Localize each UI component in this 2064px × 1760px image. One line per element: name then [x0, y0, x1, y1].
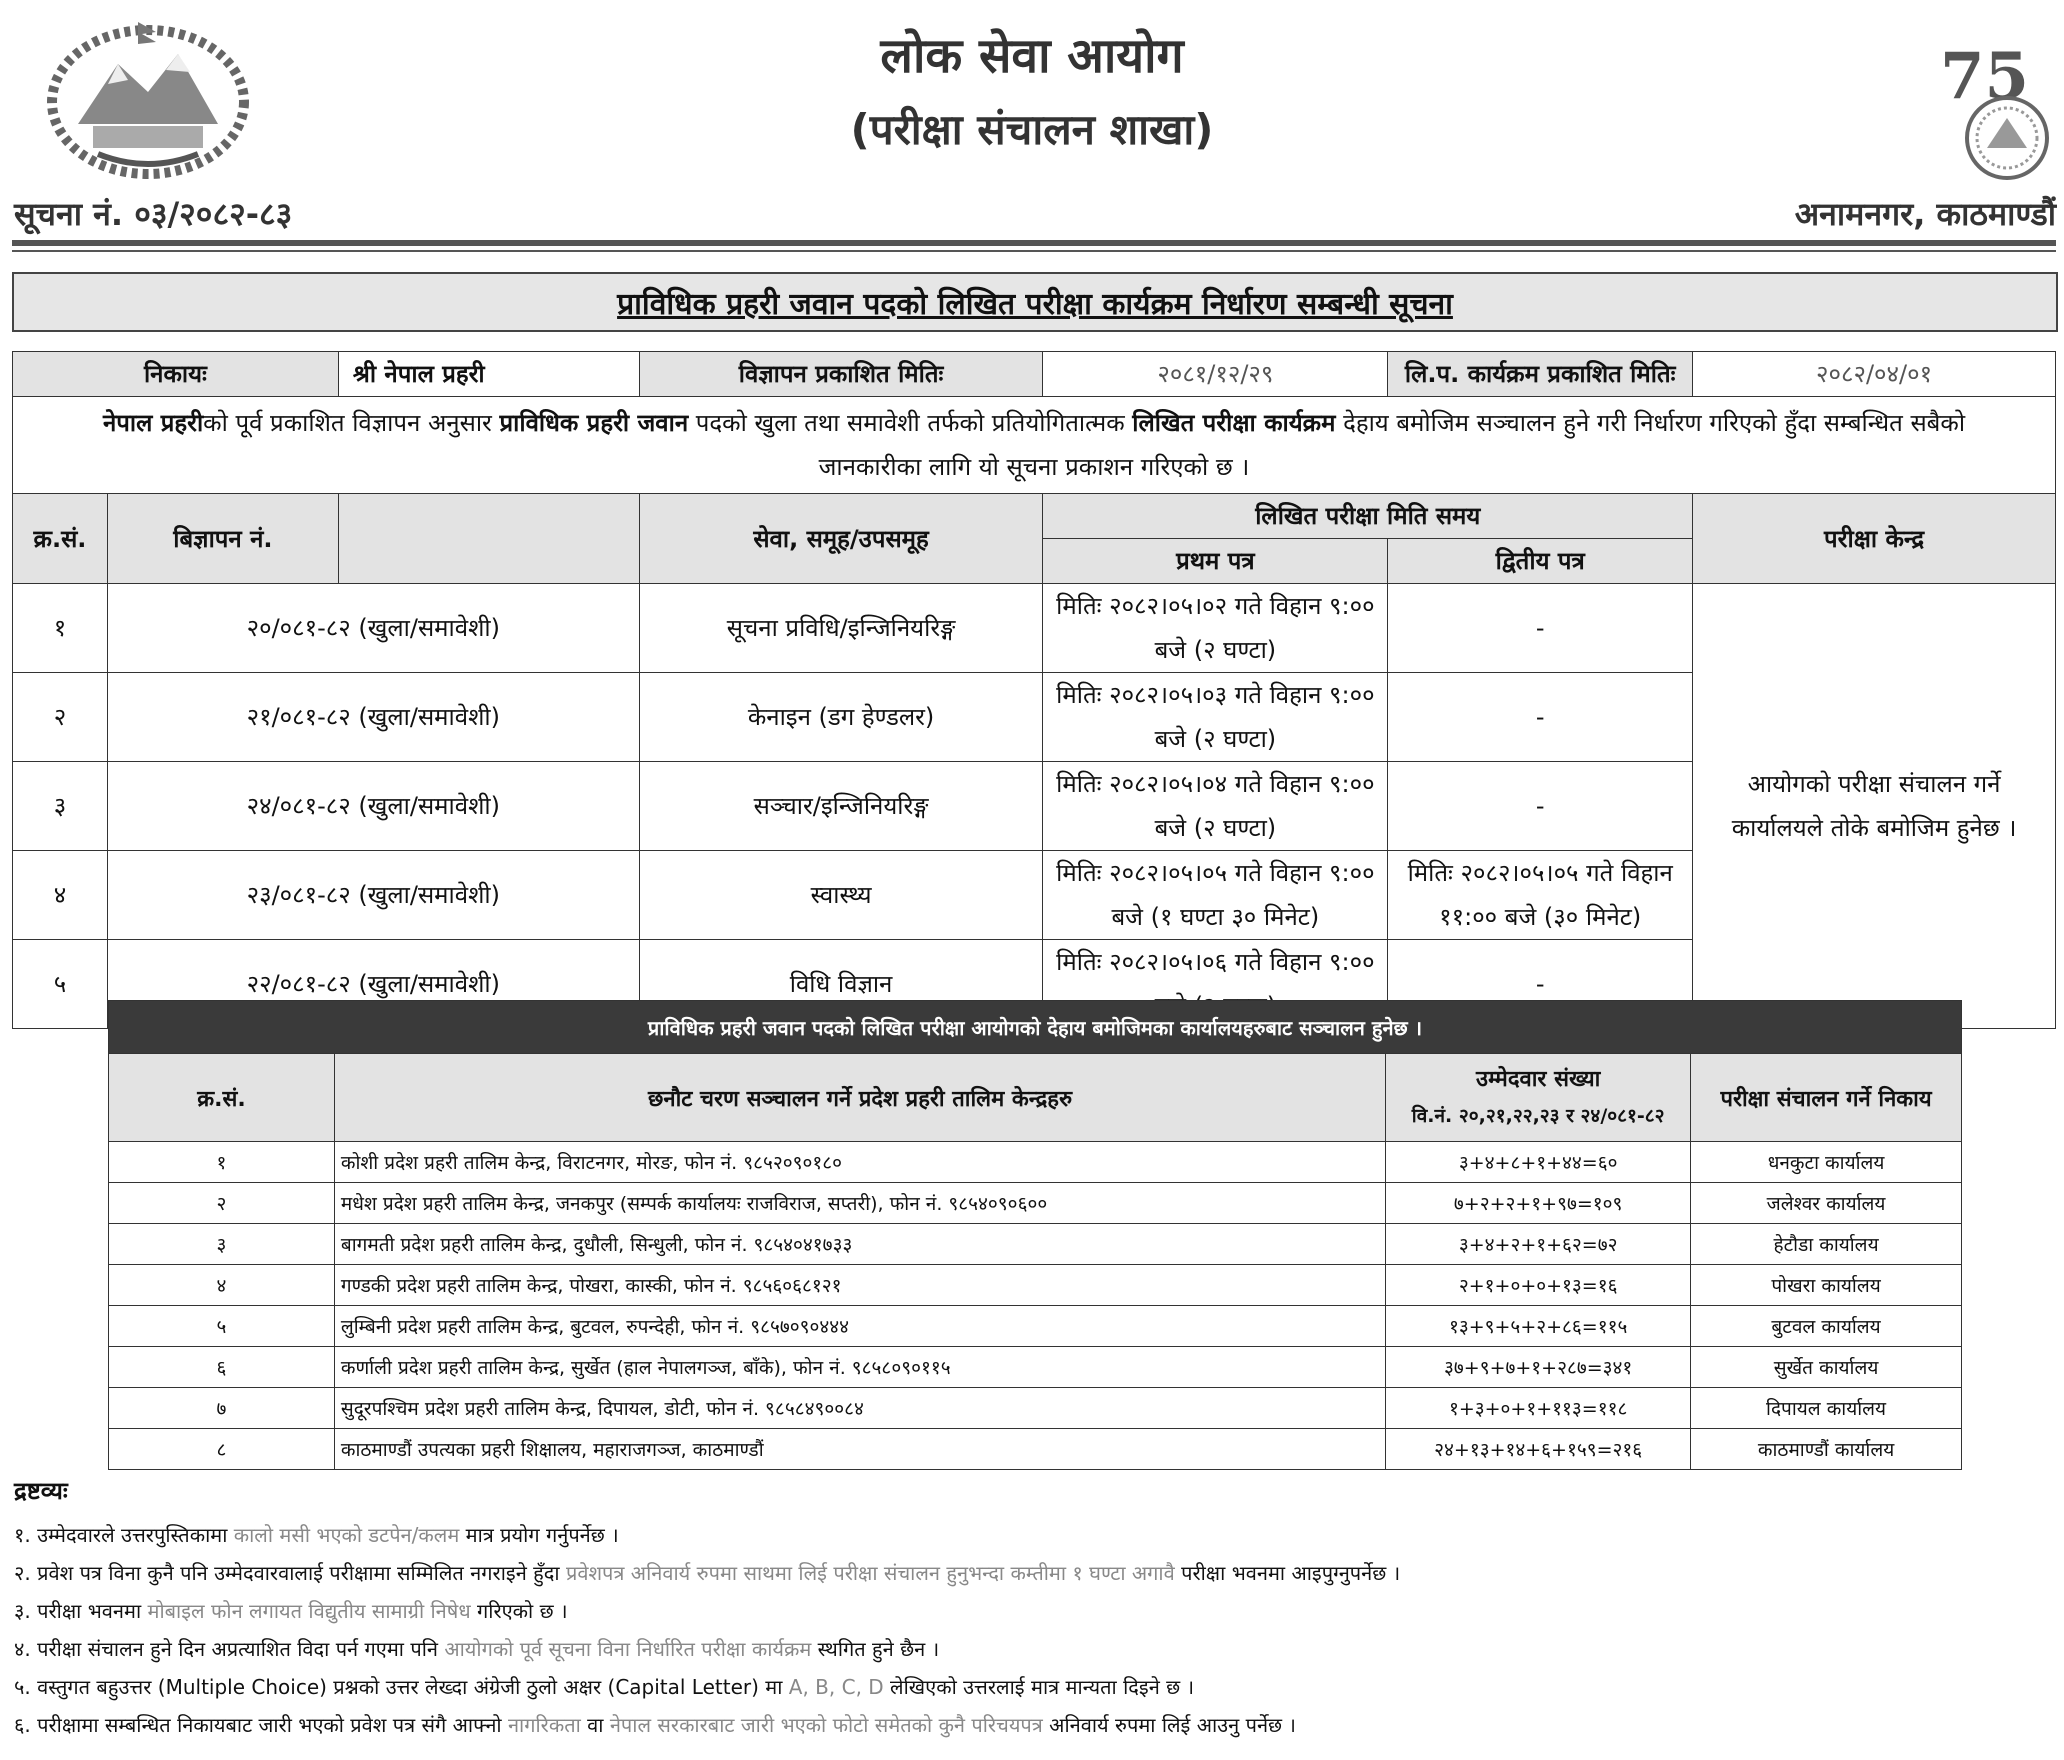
note-item: ५. वस्तुगत बहुउत्तर (Multiple Choice) प्रश्नको उत्तर लेख्दा अंग्रेजी ठुलो अक्षर (Capital Letter) मा A, B, C, D लेखिएको उत्तरलाई मात्र मान्यता दिइने छ । — [14, 1675, 1195, 1699]
note-item: ६. परीक्षामा सम्बन्धित निकायबाट जारी भएको प्रवेश पत्र संगै आफ्नो नागरिकता वा नेपाल सरकारबाट जारी भएको फोटो समेतको कुनै परिचयपत्र अनिवार्य रुपमा लिई आउनु पर्नेछ । — [14, 1713, 1297, 1737]
row-office: बुटवल कार्यालय — [1691, 1306, 1962, 1347]
row-sn: ४ — [109, 1265, 335, 1306]
row-count: ७+२+२+१+९७=१०९ — [1386, 1183, 1691, 1224]
row-service: केनाइन (डग हेण्डलर) — [639, 673, 1043, 762]
row-sn: ८ — [109, 1429, 335, 1470]
ad-published-value: २०८१/१२/२९ — [1043, 352, 1388, 397]
row-office: दिपायल कार्यालय — [1691, 1388, 1962, 1429]
col-training-center: छनौट चरण सञ्चालन गर्ने प्रदेश प्रहरी तालिम केन्द्रहरु — [334, 1054, 1385, 1142]
note-item: ४. परीक्षा संचालन हुने दिन अप्रत्याशित विदा पर्न गएमा पनि आयोगको पूर्व सूचना विना निर्धारित परीक्षा कार्यक्रम स्थगित हुने छैन । — [14, 1637, 940, 1661]
office-address: अनामनगर, काठमाण्डौं — [1794, 195, 2056, 233]
table-row — [109, 1265, 1962, 1306]
org-subtitle: (परीक्षा संचालन शाखा) — [850, 105, 1214, 154]
table-row — [109, 1429, 1962, 1470]
row-ad-no: २१/०८१-८२ (खुला/समावेशी) — [107, 673, 639, 762]
col-conducting-office: परीक्षा संचालन गर्ने निकाय — [1691, 1054, 1962, 1142]
centers-table-title: प्राविधिक प्रहरी जवान पदको लिखित परीक्षा आयोगको देहाय बमोजिमका कार्यालयहरुबाट सञ्चालन हुनेछ । — [109, 1001, 1962, 1054]
col-candidate-count: उम्मेदवार संख्या वि.नं. २०,२१,२२,२३ र २४/०८१-८२ — [1386, 1054, 1691, 1142]
row-office: जलेश्वर कार्यालय — [1691, 1183, 1962, 1224]
row-service: सूचना प्रविधि/इन्जिनियरिङ्ग — [639, 584, 1043, 673]
notes-title: द्रष्टव्यः — [14, 1477, 68, 1505]
row-sn: ४ — [13, 851, 108, 940]
row-first-paper: मितिः २०८२।०५।०४ गते विहान ९:०० बजे (२ घण्टा) — [1043, 762, 1388, 851]
header-rule — [12, 240, 2056, 246]
row-center: लुम्बिनी प्रदेश प्रहरी तालिम केन्द्र, बुटवल, रुपन्देही, फोन नं. ९८५७०९०४४४ — [334, 1306, 1385, 1347]
note-item: ३. परीक्षा भवनमा मोबाइल फोन लगायत विद्युतीय सामाग्री निषेध गरिएको छ । — [14, 1599, 568, 1623]
row-ad-no: २२/०८१-८२ (खुला/समावेशी) — [107, 940, 639, 1029]
intro-text: जानकारीका लागि यो सूचना प्रकाशन गरिएको छ । — [818, 453, 1250, 481]
table-row — [109, 1388, 1962, 1429]
table-row — [109, 1347, 1962, 1388]
row-center: कोशी प्रदेश प्रहरी तालिम केन्द्र, विराटनगर, मोरङ, फोन नं. ९८५२०९०१८० — [334, 1142, 1385, 1183]
row-sn: ३ — [109, 1224, 335, 1265]
row-sn: १ — [109, 1142, 335, 1183]
row-second-paper: - — [1388, 762, 1693, 851]
col-center: परीक्षा केन्द्र — [1693, 494, 2056, 584]
exam-center-note: आयोगको परीक्षा संचालन गर्ने कार्यालयले तोके बमोजिम हुनेछ । — [1693, 584, 2056, 1029]
row-first-paper: मितिः २०८२।०५।०३ गते विहान ९:०० बजे (२ घण्टा) — [1043, 673, 1388, 762]
agency-value: श्री नेपाल प्रहरी — [338, 352, 639, 397]
intro-text: देहाय बमोजिम सञ्चालन हुने गरी निर्धारण गरिएको हुँदा सम्बन्धित सबैको — [1335, 409, 1966, 437]
row-ad-no: २३/०८१-८२ (खुला/समावेशी) — [107, 851, 639, 940]
row-service: विधि विज्ञान — [639, 940, 1043, 1029]
row-sn: ५ — [109, 1306, 335, 1347]
row-count: २+१+०+०+१३=१६ — [1386, 1265, 1691, 1306]
row-count: ३+४+२+१+६२=७२ — [1386, 1224, 1691, 1265]
row-sn: ५ — [13, 940, 108, 1029]
row-count: १३+९+५+२+८६=११५ — [1386, 1306, 1691, 1347]
row-sn: ३ — [13, 762, 108, 851]
row-ad-no: २०/०८१-८२ (खुला/समावेशी) — [107, 584, 639, 673]
table-row — [109, 1183, 1962, 1224]
row-sn: ७ — [109, 1388, 335, 1429]
info-row — [13, 352, 2056, 397]
agency-label: निकायः — [13, 352, 339, 397]
schedule-published-value: २०८२/०४/०१ — [1693, 352, 2056, 397]
row-center: बागमती प्रदेश प्रहरी तालिम केन्द्र, दुधौली, सिन्धुली, फोन नं. ९८५४०४१७३३ — [334, 1224, 1385, 1265]
row-first-paper: मितिः २०८२।०५।०६ गते विहान ९:०० — [1043, 940, 1388, 1029]
notes-list — [14, 1516, 2054, 1744]
schedule-published-label: लि.प. कार्यक्रम प्रकाशित मितिः — [1388, 352, 1693, 397]
table-row — [109, 1142, 1962, 1183]
col-blank — [338, 494, 639, 584]
row-center: सुदूरपश्चिम प्रदेश प्रहरी तालिम केन्द्र, दिपायल, डोटी, फोन नं. ९८५८४९००८४ — [334, 1388, 1385, 1429]
row-ad-no: २४/०८१-८२ (खुला/समावेशी) — [107, 762, 639, 851]
svg-text:75: 75 — [1940, 39, 2030, 114]
row-office: हेटौडा कार्यालय — [1691, 1224, 1962, 1265]
row-center: गण्डकी प्रदेश प्रहरी तालिम केन्द्र, पोखरा, कास्की, फोन नं. ९८५६०६८१२१ — [334, 1265, 1385, 1306]
row-center: मधेश प्रदेश प्रहरी तालिम केन्द्र, जनकपुर (सम्पर्क कार्यालयः राजविराज, सप्तरी), फोन नं. ९८५४०९०६०० — [334, 1183, 1385, 1224]
row-first-paper: मितिः २०८२।०५।०२ गते विहान ९:०० बजे (२ घण्टा) — [1043, 584, 1388, 673]
row-center: काठमाण्डौं उपत्यका प्रहरी शिक्षालय, महाराजगञ्ज, काठमाण्डौं — [334, 1429, 1385, 1470]
intro-text: को पूर्व प्रकाशित विज्ञापन अनुसार — [203, 409, 500, 437]
col-first-paper: प्रथम पत्र — [1043, 539, 1388, 584]
row-office: धनकुटा कार्यालय — [1691, 1142, 1962, 1183]
ad-published-label: विज्ञापन प्रकाशित मितिः — [639, 352, 1043, 397]
col-second-paper: द्वितीय पत्र — [1388, 539, 1693, 584]
row-count: २४+१३+१४+६+१५९=२१६ — [1386, 1429, 1691, 1470]
row-service: सञ्चार/इन्जिनियरिङ्ग — [639, 762, 1043, 851]
row-second-paper: - — [1388, 940, 1693, 1029]
row-first-paper: मितिः २०८२।०५।०५ गते विहान ९:०० बजे (१ घण्टा ३० मिनेट) — [1043, 851, 1388, 940]
notice-heading: प्राविधिक प्रहरी जवान पदको लिखित परीक्षा कार्यक्रम निर्धारण सम्बन्धी सूचना — [12, 272, 2058, 332]
row-center: कर्णाली प्रदेश प्रहरी तालिम केन्द्र, सुर्खेत (हाल नेपालगञ्ज, बाँके), फोन नं. ९८५८०९०११५ — [334, 1347, 1385, 1388]
row-count: ३७+९+७+१+२८७=३४१ — [1386, 1347, 1691, 1388]
row-office: काठमाण्डौं कार्यालय — [1691, 1429, 1962, 1470]
row-second-paper: - — [1388, 673, 1693, 762]
note-item: २. प्रवेश पत्र विना कुनै पनि उम्मेदवारवालाई परीक्षामा सम्मिलित नगराइने हुँदा प्रवेशपत्र अनिवार्य रुपमा साथमा लिई परीक्षा संचालन हुनुभन्दा कम्तीमा १ घण्टा अगावै परीक्षा भवनमा आइपुग्नुपर्नेछ । — [14, 1561, 1401, 1585]
row-count: १+३+०+१+११३=११८ — [1386, 1388, 1691, 1429]
row-service: स्वास्थ्य — [639, 851, 1043, 940]
row-sn: २ — [109, 1183, 335, 1224]
row-office: सुर्खेत कार्यालय — [1691, 1347, 1962, 1388]
col-sn: क्र.सं. — [109, 1054, 335, 1142]
intro-agency: नेपाल प्रहरी — [102, 409, 204, 437]
intro-paragraph — [13, 397, 2056, 494]
row-sn: २ — [13, 673, 108, 762]
table-row — [109, 1224, 1962, 1265]
intro-text: पदको खुला तथा समावेशी तर्फको प्रतियोगितात्मक — [688, 409, 1133, 437]
row-office: पोखरा कार्यालय — [1691, 1265, 1962, 1306]
org-title: लोक सेवा आयोग — [880, 28, 1184, 84]
row-count: ३+४+८+१+४४=६० — [1386, 1142, 1691, 1183]
exam-schedule-table — [12, 351, 2056, 1029]
table-row — [13, 584, 2056, 673]
header-rule-thin — [12, 250, 2056, 252]
col-ad-no: बिज्ञापन नं. — [107, 494, 338, 584]
row-second-paper: - — [1388, 584, 1693, 673]
note-item: १. उम्मेदवारले उत्तरपुस्तिकामा कालो मसी भएको डटपेन/कलम मात्र प्रयोग गर्नुपर्नेछ । — [14, 1523, 619, 1547]
col-sn: क्र.सं. — [13, 494, 108, 584]
training-centers-table — [108, 1000, 1962, 1470]
intro-exam: लिखित परीक्षा कार्यक्रम — [1132, 409, 1336, 437]
intro-post: प्राविधिक प्रहरी जवान — [499, 409, 689, 437]
table-row — [109, 1306, 1962, 1347]
row-sn: १ — [13, 584, 108, 673]
notice-number: सूचना नं. ०३/२०८२-८३ — [14, 195, 293, 233]
row-second-paper: मितिः २०८२।०५।०५ गते विहान ११:०० बजे (३० मिनेट) — [1388, 851, 1693, 940]
col-exam-datetime: लिखित परीक्षा मिति समय — [1043, 494, 1693, 539]
row-sn: ६ — [109, 1347, 335, 1388]
col-service: सेवा, समूह/उपसमूह — [639, 494, 1043, 584]
